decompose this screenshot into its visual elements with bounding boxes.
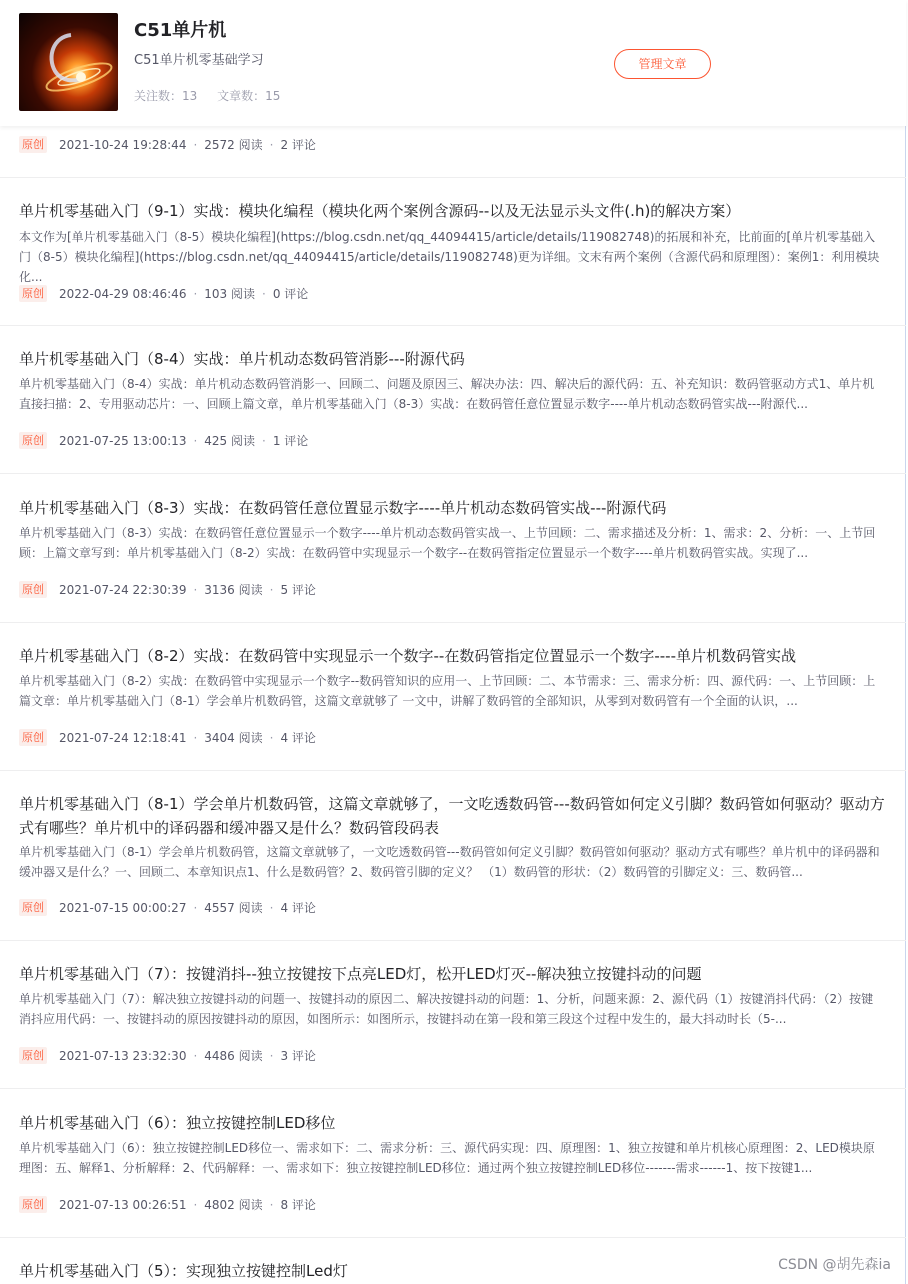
article-reads: 2572 阅读	[204, 138, 263, 152]
article-reads: 4557 阅读	[204, 901, 263, 915]
article-reads: 103 阅读	[204, 287, 256, 301]
article-date: 2021-07-15 00:00:27	[59, 901, 187, 915]
article-abstract: 单片机零基础入门（7）：解决独立按键抖动的问题一、按键抖动的原因二、解决按键抖动的问题：1、分析，问题来源：2、源代码（1）按键消抖代码：（2）按键消抖应用代码：一、按键抖动的原因按键抖动的原因，如图所示：如图所示，按键抖动在第一段和第三段这个过程中发生的，最大抖动时长（5-...	[19, 992, 874, 1026]
article-abstract: 单片机零基础入门（6）：独立按键控制LED移位一、需求如下：二、需求分析：三、源代码实现：四、原理图：1、独立按键和单片机核心原理图：2、LED模块原理图：五、解释1、分析解释：2、代码解释：一、需求如下：独立按键控制LED移位：通过两个独立按键控制LED移位-------需求------1、按下按键1...	[19, 1141, 875, 1175]
article-date: 2021-07-13 00:26:51	[59, 1198, 187, 1212]
list-item[interactable]	[0, 1089, 906, 1238]
separator-dot: ·	[269, 901, 274, 915]
article-meta	[19, 136, 316, 154]
list-item[interactable]	[0, 326, 906, 474]
original-badge: 原创	[19, 285, 47, 302]
list-item[interactable]	[0, 771, 906, 941]
list-item[interactable]	[0, 623, 906, 771]
article-abstract: 本文作为[单片机零基础入门（8-5）模块化编程](https://blog.csdn.net/qq_44094415/article/details/119082748)的拓展和补充，比前面的[单片机零基础入门（8-5）模块化编程](https://blog.csdn.net/qq_44094415/article/details/119082748)更为详细。文末有两个案例（含源代码和原理图）：案例1：利用模块化...	[19, 230, 880, 284]
column-title: C51单片机	[134, 20, 227, 41]
article-meta	[19, 581, 316, 599]
separator-dot: ·	[193, 138, 198, 152]
original-badge: 原创	[19, 1047, 47, 1064]
article-comments: 4 评论	[280, 731, 316, 745]
column-stats	[134, 87, 296, 104]
original-badge: 原创	[19, 136, 47, 153]
separator-dot: ·	[193, 1198, 198, 1212]
article-comments: 2 评论	[280, 138, 316, 152]
article-date: 2021-07-24 22:30:39	[59, 583, 187, 597]
separator-dot: ·	[193, 434, 198, 448]
article-meta	[19, 432, 308, 450]
article-abstract: 单片机零基础入门（8-1）学会单片机数码管，这篇文章就够了，一文吃透数码管---数码管如何定义引脚？数码管如何驱动？驱动方式有哪些？单片机中的译码器和缓冲器又是什么？一、回顾二、本章知识点1、什么是数码管？2、数码管引脚的定义？ （1）数码管的形状：（2）数码管的引脚定义：三、数码管...	[19, 845, 880, 879]
article-title[interactable]: 单片机零基础入门（9-1）实战：模块化编程（模块化两个案例含源码--以及无法显示头文件(.h)的解决方案）	[19, 202, 741, 220]
article-meta	[19, 899, 316, 917]
separator-dot: ·	[269, 1198, 274, 1212]
separator-dot: ·	[269, 1049, 274, 1063]
csdn-watermark: CSDN @胡先森ia	[778, 1257, 891, 1273]
separator-dot: ·	[193, 1049, 198, 1063]
article-comments: 1 评论	[272, 434, 309, 448]
article-date: 2021-07-25 13:00:13	[59, 434, 187, 448]
original-badge: 原创	[19, 432, 47, 449]
column-header	[0, 0, 906, 126]
article-date: 2021-07-13 23:32:30	[59, 1049, 187, 1063]
article-meta	[19, 285, 308, 303]
article-title[interactable]: 单片机零基础入门（6）：独立按键控制LED移位	[19, 1114, 336, 1132]
article-meta	[19, 1047, 316, 1065]
separator-dot: ·	[193, 287, 198, 301]
article-reads: 3404 阅读	[204, 731, 263, 745]
column-description: C51单片机零基础学习	[134, 53, 264, 68]
separator-dot: ·	[193, 901, 198, 915]
list-item[interactable]	[0, 474, 906, 623]
article-comments: 4 评论	[280, 901, 316, 915]
articles-count: 文章数：15	[217, 89, 281, 103]
separator-dot: ·	[193, 731, 198, 745]
column-cover-image[interactable]	[19, 13, 118, 111]
separator-dot: ·	[269, 138, 274, 152]
article-title[interactable]: 单片机零基础入门（5）：实现独立按键控制Led灯	[19, 1262, 348, 1280]
original-badge: 原创	[19, 899, 47, 916]
followers-count: 关注数：13	[134, 89, 198, 103]
article-comments: 8 评论	[280, 1198, 316, 1212]
separator-dot: ·	[269, 731, 274, 745]
cover-art-icon	[19, 13, 118, 111]
article-abstract: 单片机零基础入门（8-3）实战：在数码管任意位置显示一个数字----单片机动态数码管实战一、上节回顾：二、需求描述及分析：1、需求：2、分析：一、上节回顾：上篇文章写到：单片机零基础入门（8-2）实战：在数码管中实现显示一个数字--在数码管指定位置显示一个数字----单片机数码管实战。实现了...	[19, 526, 876, 560]
article-comments: 3 评论	[280, 1049, 316, 1063]
article-comments: 0 评论	[272, 287, 309, 301]
list-item[interactable]	[0, 178, 906, 326]
article-title[interactable]: 单片机零基础入门（7）：按键消抖--独立按键按下点亮LED灯，松开LED灯灭--解决独立按键抖动的问题	[19, 965, 702, 983]
article-meta	[19, 729, 316, 747]
article-title[interactable]: 单片机零基础入门（8-1）学会单片机数码管，这篇文章就够了，一文吃透数码管---数码管如何定义引脚？数码管如何驱动？驱动方式有哪些？单片机中的译码器和缓冲器又是什么？数码管段码表	[19, 795, 885, 837]
article-reads: 4802 阅读	[204, 1198, 263, 1212]
article-comments: 5 评论	[280, 583, 316, 597]
separator-dot: ·	[262, 434, 266, 448]
manage-articles-button[interactable]: 管理文章	[614, 49, 711, 79]
original-badge: 原创	[19, 1196, 47, 1213]
article-abstract: 单片机零基础入门（8-4）实战：单片机动态数码管消影一、回顾二、问题及原因三、解决办法：四、解决后的源代码：五、补充知识：数码管驱动方式1、单片机直接扫描：2、专用驱动芯片：一、回顾上篇文章，单片机零基础入门（8-3）实战：在数码管任意位置显示数字----单片机动态数码管实战---附源代...	[19, 377, 875, 411]
article-title[interactable]: 单片机零基础入门（8-2）实战：在数码管中实现显示一个数字--在数码管指定位置显示一个数字----单片机数码管实战	[19, 647, 796, 665]
separator-dot: ·	[262, 287, 266, 301]
list-item[interactable]	[0, 941, 906, 1089]
article-abstract: 单片机零基础入门（8-2）实战：在数码管中实现显示一个数字--数码管知识的应用一、上节回顾：二、本节需求：三、需求分析：四、源代码：一、上节回顾：上篇文章：单片机零基础入门（8-1）学会单片机数码管，这篇文章就够了 一文中，讲解了数码管的全部知识，从零到对数码管有一个全面的认识，...	[19, 674, 876, 708]
separator-dot: ·	[269, 583, 274, 597]
article-date: 2021-10-24 19:28:44	[59, 138, 187, 152]
article-date: 2022-04-29 08:46:46	[59, 287, 187, 301]
article-meta	[19, 1196, 316, 1214]
list-item[interactable]	[0, 126, 906, 178]
article-reads: 3136 阅读	[204, 583, 263, 597]
original-badge: 原创	[19, 729, 47, 746]
article-title[interactable]: 单片机零基础入门（8-4）实战：单片机动态数码管消影---附源代码	[19, 350, 465, 368]
original-badge: 原创	[19, 581, 47, 598]
separator-dot: ·	[193, 583, 198, 597]
list-item[interactable]	[0, 1238, 906, 1284]
article-title[interactable]: 单片机零基础入门（8-3）实战：在数码管任意位置显示数字----单片机动态数码管实战---附源代码	[19, 499, 667, 517]
article-reads: 425 阅读	[204, 434, 256, 448]
article-reads: 4486 阅读	[204, 1049, 263, 1063]
article-date: 2021-07-24 12:18:41	[59, 731, 187, 745]
